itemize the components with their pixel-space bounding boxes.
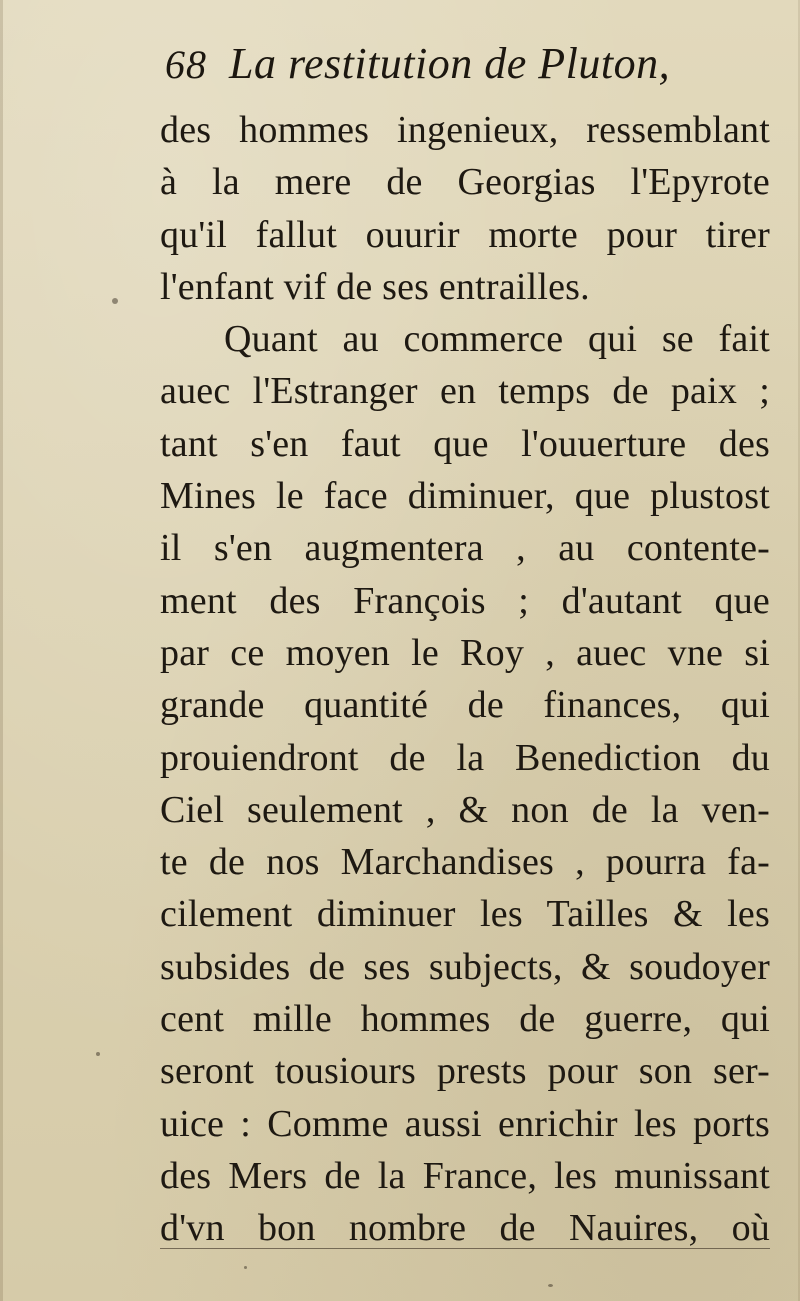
body-text (160, 104, 770, 1255)
text-line: cent mille hommes de guerre, qui (160, 998, 770, 1041)
paper-speck (96, 1052, 100, 1056)
running-title: La restitution de Pluton, (229, 39, 671, 88)
text-line: à la mere de Georgias l'Epyrote (160, 161, 770, 204)
text-line: il s'en augmentera , au contente- (160, 527, 770, 570)
text-line: ment des François ; d'autant que (160, 579, 770, 622)
text-line: l'enfant vif de ses entrailles. (160, 265, 590, 308)
paper-speck (112, 298, 118, 304)
text-line: subsides de ses subjects, & soudoyer (160, 945, 770, 988)
text-line: par ce moyen le Roy , auec vne si (160, 631, 770, 674)
text-line: auec l'Estranger en temps de paix ; (160, 370, 770, 413)
page-number: 68 (165, 42, 207, 87)
text-line: seront tousiours prests pour son ser- (160, 1050, 770, 1093)
text-line: qu'il fallut ouurir morte pour tirer (160, 213, 770, 256)
text-line: te de nos Marchandises , pourra fa- (160, 841, 770, 884)
text-line: tant s'en faut que l'ouuerture des (160, 422, 770, 465)
text-line: des hommes ingenieux, ressemblant (160, 109, 770, 151)
paragraph-start-line: Quant au commerce qui se fait (224, 318, 770, 361)
text-line: Mines le face diminuer, que plustost (160, 475, 770, 518)
catchword-line: d'vn bon nombre de Nauires, où (160, 1207, 770, 1250)
text-line: uice : Comme aussi enrichir les ports (160, 1102, 770, 1145)
text-line: des Mers de la France, les munissant (160, 1154, 770, 1197)
text-line: grande quantité de finances, qui (160, 684, 770, 727)
paper-speck (548, 1284, 553, 1287)
paper-speck (244, 1266, 247, 1269)
text-line: cilement diminuer les Tailles & les (160, 893, 770, 936)
text-line: Ciel seulement , & non de la ven- (160, 788, 770, 831)
page-header (165, 38, 765, 96)
text-line: prouiendront de la Benediction du (160, 736, 770, 779)
